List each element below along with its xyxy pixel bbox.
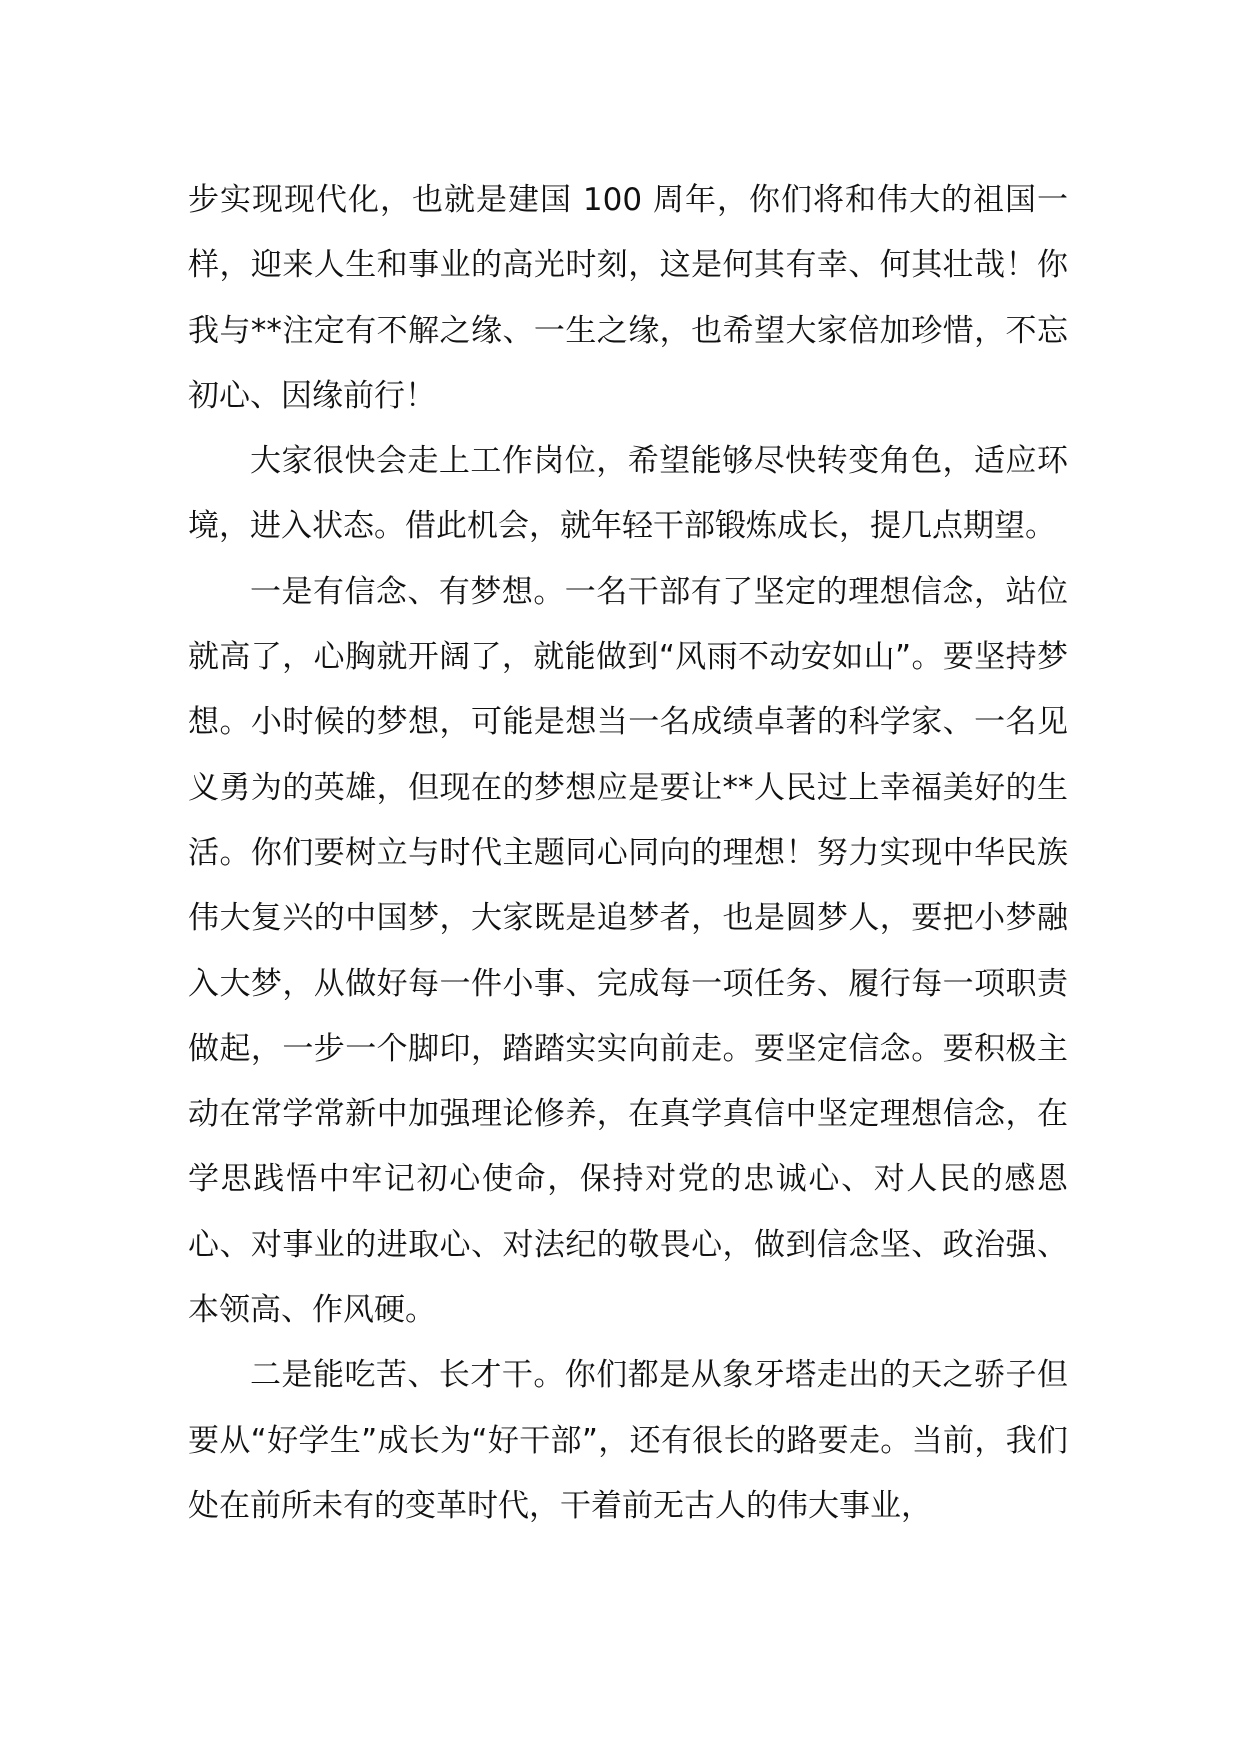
paragraph-continuation: 步实现现代化，也就是建国 100 周年，你们将和伟大的祖国一样，迎来人生和事业的高光时刻，这是何其有幸、何其壮哉！你我与**注定有不解之缘、一生之缘，也希望大家倍加珍惜，不忘初心、因缘前行！ <box>188 182 1068 414</box>
paragraph-point-one: 一是有信念、有梦想。一名干部有了坚定的理想信念，站位就高了，心胸就开阔了，就能做到“风雨不动安如山”。要坚持梦想。小时候的梦想，可能是想当一名成绩卓著的科学家、一名见义勇为的英雄，但现在的梦想应是要让**人民过上幸福美好的生活。你们要树立与时代主题同心同向的理想！努力实现中华民族伟大复兴的中国梦，大家既是追梦者，也是圆梦人，要把小梦融入大梦，从做好每一件小事、完成每一项任务、履行每一项职责做起，一步一个脚印，踏踏实实向前走。要坚定信念。要积极主动在常学常新中加强理论修养，在真学真信中坚定理想信念，在学思践悟中牢记初心使命，保持对党的忠诚心、对人民的感恩心、对事业的进取心、对法纪的敬畏心，做到信念坚、政治强、本领高、作风硬。 <box>188 573 1068 1329</box>
paragraph-expectations-intro: 大家很快会走上工作岗位，希望能够尽快转变角色，适应环境，进入状态。借此机会，就年轻干部锻炼成长，提几点期望。 <box>188 443 1068 545</box>
paragraph-point-two: 二是能吃苦、长才干。你们都是从象牙塔走出的天之骄子但要从“好学生”成长为“好干部”，还有很长的路要走。当前，我们处在前所未有的变革时代，干着前无古人的伟大事业， <box>188 1357 1068 1524</box>
document-body <box>188 168 1068 1539</box>
